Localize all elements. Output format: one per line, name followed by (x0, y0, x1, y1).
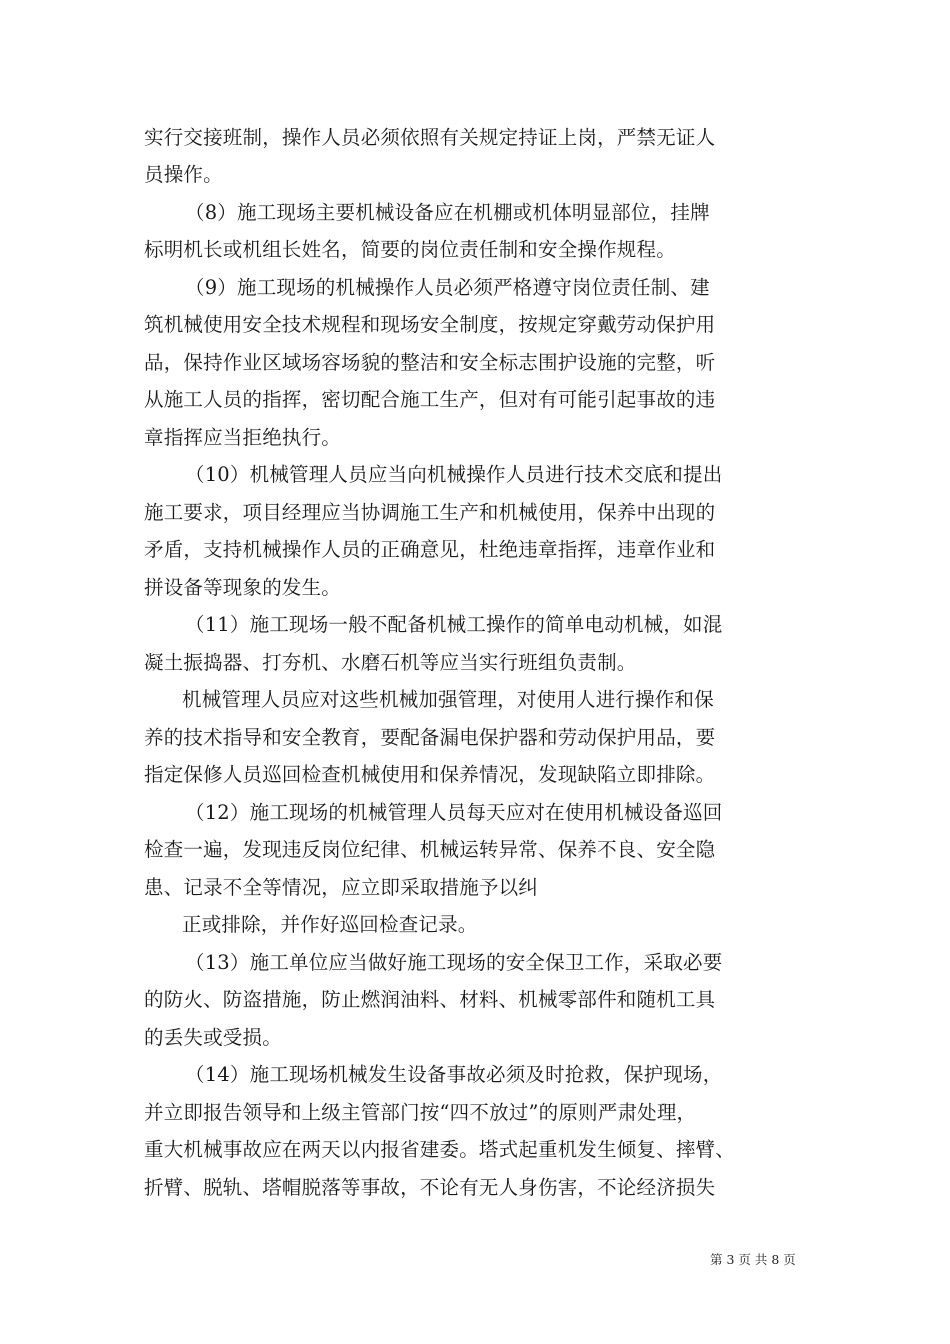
body-line: 矛盾，支持机械操作人员的正确意见，杜绝违章指挥，违章作业和 (144, 538, 716, 561)
body-line: （10）机械管理人员应当向机械操作人员进行技术交底和提出 (185, 463, 723, 486)
body-line: 拼设备等现象的发生。 (144, 576, 342, 599)
body-line: （12）施工现场的机械管理人员每天应对在使用机械设备巡回 (185, 801, 723, 824)
body-line: 患、记录不全等情况，应立即采取措施予以纠 (144, 876, 539, 899)
body-line: 折臂、脱轨、塔帽脱落等事故，不论有无人身伤害，不论经济损失 (144, 1176, 716, 1199)
body-line: 筑机械使用安全技术规程和现场安全制度，按规定穿戴劳动保护用 (144, 313, 716, 336)
body-line: 正或排除，并作好巡回检查记录。 (182, 913, 478, 936)
body-line: 标明机长或机组长姓名，简要的岗位责任制和安全操作规程。 (144, 238, 676, 261)
body-line: 的防火、防盗措施，防止燃润油料、材料、机械零部件和随机工具 (144, 988, 716, 1011)
body-line: 养的技术指导和安全教育，要配备漏电保护器和劳动保护用品，要 (144, 726, 716, 749)
body-line: 品，保持作业区域场容场貌的整洁和安全标志围护设施的完整，听 (144, 351, 716, 374)
body-line: （11）施工现场一般不配备机械工操作的简单电动机械，如混 (185, 613, 723, 636)
body-line: （14）施工现场机械发生设备事故必须及时抢救，保护现场， (185, 1063, 723, 1086)
body-line: 指定保修人员巡回检查机械使用和保养情况，发现缺陷立即排除。 (144, 763, 716, 786)
body-line: 章指挥应当拒绝执行。 (144, 426, 342, 449)
body-line: 员操作。 (144, 163, 223, 186)
body-line: 的丢失或受损。 (144, 1026, 282, 1049)
body-line: 机械管理人员应对这些机械加强管理，对使用人进行操作和保 (182, 688, 714, 711)
body-line: 并立即报告领导和上级主管部门按“四不放过”的原则严肃处理， (144, 1101, 697, 1124)
body-line: （9）施工现场的机械操作人员必须严格遵守岗位责任制、建 (185, 276, 710, 299)
body-line: 施工要求，项目经理应当协调施工生产和机械使用，保养中出现的 (144, 501, 716, 524)
body-line: 实行交接班制，操作人员必须依照有关规定持证上岗，严禁无证人 (144, 126, 716, 149)
body-line: （13）施工单位应当做好施工现场的安全保卫工作，采取必要 (185, 951, 723, 974)
body-line: （8）施工现场主要机械设备应在机棚或机体明显部位，挂牌 (185, 201, 710, 224)
body-line: 检查一遍，发现违反岗位纪律、机械运转异常、保养不良、安全隐 (144, 838, 716, 861)
body-line: 从施工人员的指挥，密切配合施工生产，但对有可能引起事故的违 (144, 388, 716, 411)
body-line: 重大机械事故应在两天以内报省建委。塔式起重机发生倾复、摔臂、 (144, 1138, 736, 1161)
page-number: 第 3 页 共 8 页 (710, 1252, 796, 1267)
body-line: 凝土振捣器、打夯机、水磨石机等应当实行班组负责制。 (144, 651, 637, 674)
